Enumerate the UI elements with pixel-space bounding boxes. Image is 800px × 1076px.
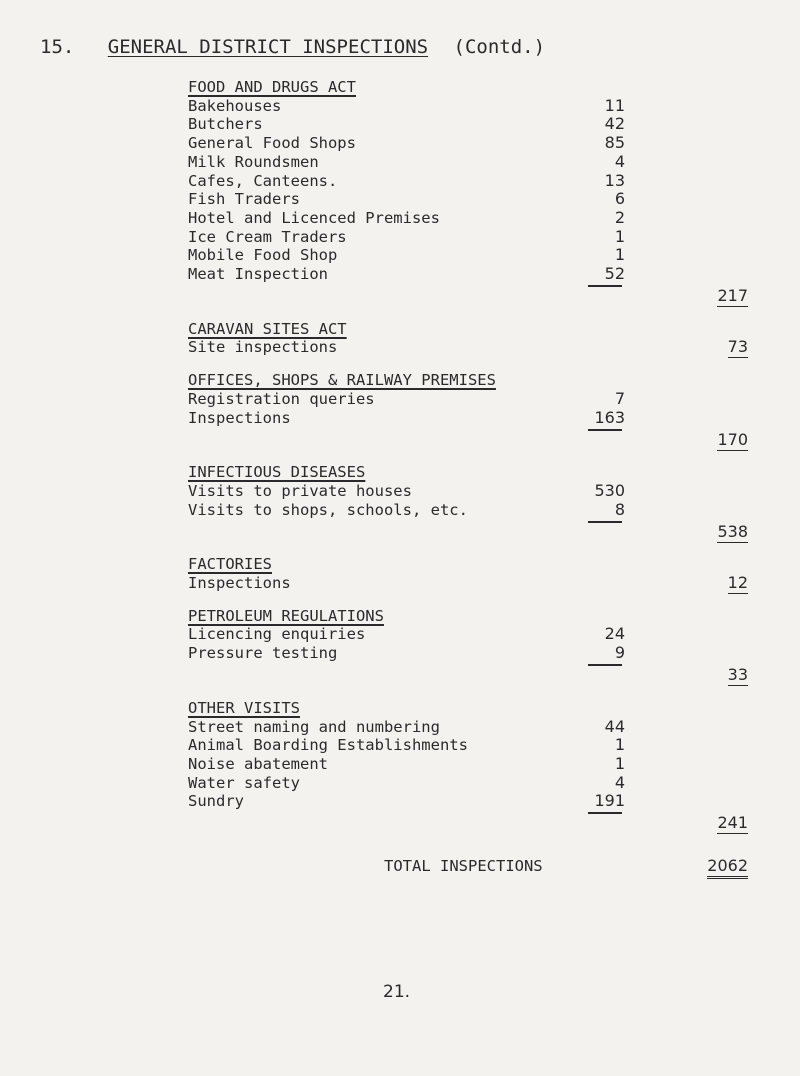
item-label: Milk Roundsmen (188, 152, 319, 171)
section-heading: FOOD AND DRUGS ACT (188, 78, 356, 96)
grand-total (688, 857, 748, 875)
subtotal-rule (588, 664, 622, 666)
item-count: 13 (604, 170, 625, 190)
subtotal-rule (588, 285, 622, 287)
section-total-value: 217 (717, 286, 748, 305)
section-heading: CARAVAN SITES ACT (188, 319, 347, 338)
item-count: 4 (614, 151, 625, 171)
item-label: Hotel and Licenced Premises (188, 208, 440, 227)
section-total (688, 814, 748, 832)
item-label: Site inspections (188, 338, 338, 357)
item-count: 6 (614, 189, 625, 209)
item-label: Licencing enquiries (188, 625, 366, 644)
item-label: Ice Cream Traders (188, 227, 347, 246)
item-count: 7 (614, 388, 625, 408)
item-label: Mobile Food Shop (188, 246, 338, 265)
item-count: 24 (604, 624, 625, 644)
item-count: 85 (604, 133, 625, 153)
item-label: Sundry (188, 792, 244, 811)
section-total-value: 241 (717, 813, 748, 833)
section-total (688, 523, 748, 541)
item-label: Animal Boarding Establishments (188, 736, 468, 755)
item-label: Cafes, Canteens. (188, 171, 338, 190)
page-number: 21. (383, 982, 411, 1002)
item-label: Fish Traders (188, 190, 300, 209)
item-label: Visits to private houses (188, 481, 412, 500)
subtotal-rule (588, 521, 622, 523)
subtotal-rule (588, 429, 622, 431)
section-total (688, 338, 748, 356)
item-count: 8 (614, 499, 625, 519)
section-total (688, 431, 748, 449)
section-total-value: 12 (727, 573, 748, 592)
item-label: Noise abatement (188, 754, 328, 773)
section-heading: FACTORIES (188, 555, 272, 574)
section-total-value: 538 (717, 521, 748, 541)
item-count: 11 (604, 95, 625, 115)
item-count: 42 (604, 114, 625, 134)
section-total (688, 574, 748, 592)
grand-total-value: 2062 (707, 856, 748, 879)
section-heading: OFFICES, SHOPS & RAILWAY PREMISES (188, 371, 496, 390)
section-total-value: 73 (727, 337, 748, 357)
total-inspections-label: TOTAL INSPECTIONS (384, 857, 543, 875)
section-number: 15. (40, 36, 75, 58)
item-label: Bakehouses (188, 96, 282, 115)
section-total (688, 666, 748, 684)
item-count: 44 (604, 716, 625, 736)
subtotal-rule (588, 812, 622, 814)
item-count: 4 (614, 772, 625, 792)
item-count: 52 (604, 264, 625, 283)
continued-note: (Contd.) (453, 36, 546, 58)
section-total (688, 287, 748, 305)
item-label: Street naming and numbering (188, 717, 440, 736)
section-heading: PETROLEUM REGULATIONS (188, 606, 384, 625)
page-title: GENERAL DISTRICT INSPECTIONS (107, 36, 429, 58)
item-label: Visits to shops, schools, etc. (188, 500, 468, 519)
section-total-value: 170 (717, 429, 748, 449)
item-count: 2 (614, 207, 625, 227)
section-heading: OTHER VISITS (188, 698, 300, 717)
item-label: General Food Shops (188, 134, 356, 153)
item-label: Water safety (188, 773, 300, 792)
item-label: Meat Inspection (188, 265, 328, 283)
item-label: Registration queries (188, 389, 375, 408)
item-label: Pressure testing (188, 644, 338, 663)
section-heading: INFECTIOUS DISEASES (188, 463, 366, 482)
item-count: 1 (614, 735, 625, 755)
item-count: 1 (614, 245, 625, 265)
item-count: 9 (614, 643, 625, 663)
item-label: Inspections (188, 408, 291, 427)
item-count: 163 (594, 407, 625, 427)
item-count: 1 (614, 753, 625, 773)
item-count: 191 (594, 791, 625, 811)
item-count: 1 (614, 226, 625, 246)
item-label: Butchers (188, 115, 263, 134)
item-label: Inspections (188, 574, 291, 592)
item-count: 530 (594, 480, 625, 500)
section-total-value: 33 (727, 665, 748, 685)
